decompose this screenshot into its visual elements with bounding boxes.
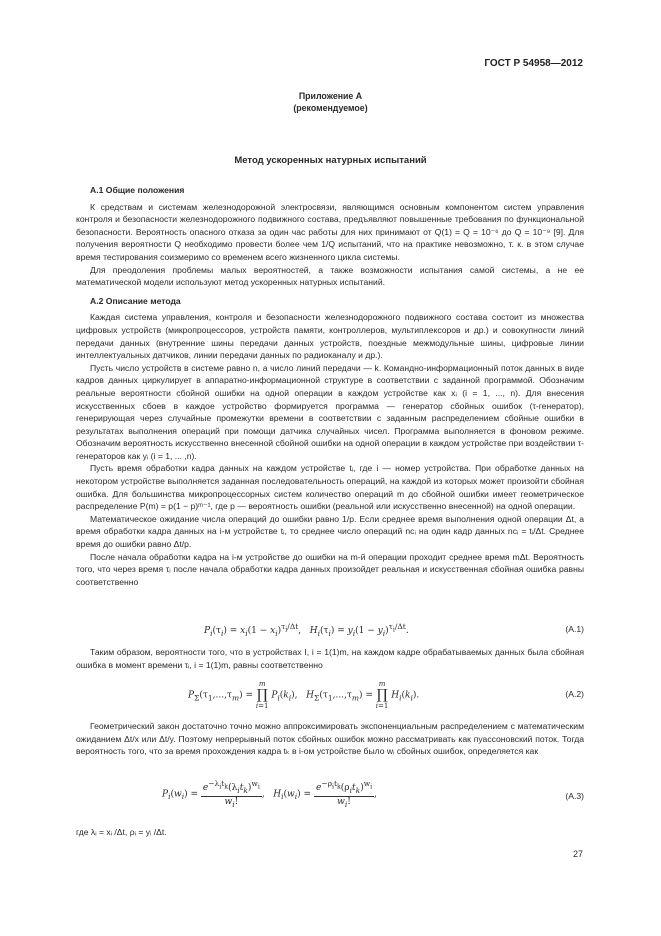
appendix-heading	[0, 90, 661, 114]
formula-a2-expression: $P_\Sigma(\tau_1,...,\tau_m) = m$ ∏ i=1 $P_i(k_i)$, $H_\Sigma(\tau_1,...,\tau_m) = m$ ∏ i=1 $H_i(k_i)$.	[188, 680, 420, 710]
paragraph: Таким образом, вероятности того, что в устройствах I, i = 1(1)m, на каждом кадре обрабатываемых данных была сбойная ошибка в момент времени τᵢ, i = 1(1)m, равны соответственно	[76, 647, 584, 670]
paragraph: К средствам и системам железнодорожной электросвязи, являющимся основным компонентом систем управления контроля и безопасности железнодорожного подвижного состава, предъявляют повышенные требования по функциональной безопасности. Вероятность опасного отказа за один час работы для них принимают от Q(1) = Q = 10⁻⁶ до Q = 10⁻⁹ [9]. Для получения вероятности Q необходимо провести более чем 1/Q испытаний, что на практике невозможно, т. к. в этом случае время тестирования соизмеримо со временем всего жизненного цикла системы.	[76, 201, 584, 262]
text-after-a1	[76, 646, 584, 671]
page-number: 27	[572, 849, 583, 859]
formula-a1-number: (А.1)	[565, 624, 584, 634]
formula-a3-number: (А.3)	[565, 791, 584, 801]
text-where	[76, 826, 584, 839]
formula-a1-expression: $P_i(\tau_i) = x_i(1 - x_i)^{\tau_i/\Delta t}$, $H_i(\tau_i) = y_i(1 - y_i)^{\tau_i/\Delta t}$.	[204, 622, 409, 638]
paragraph: Геометрический закон достаточно точно можно аппроксимировать экспоненциальным распределением с математическим ожиданием Δt/x или Δt/y. Поэтому непрерывный поток сбойных ошибок можно рассматривать как пуассоновский поток. Тогда вероятность того, что за время прохождения кадра tₖ в i-ом устройстве было wᵢ сбойных ошибок, определяется как	[76, 721, 584, 757]
document-code: ГОСТ Р 54958—2012	[484, 58, 583, 69]
text-after-a2	[76, 720, 584, 758]
appendix-note: (рекомендуемое)	[293, 103, 368, 113]
formula-a2-number: (А.2)	[565, 689, 584, 699]
paragraph: Каждая система управления, контроля и безопасности железнодорожного подвижного состава состоит из множества цифровых устройств (микропроцессоров, устройств памяти, контроллеров, мультиплексоров и др.) и совокупности линий передачи данных (внутренние шины передачи данных устройств, поездные межмодульные шины, цифровые линии интеллектуальных датчиков, линии передачи данных по радиоканалу и др.).	[76, 312, 584, 361]
method-title: Метод ускоренных натурных испытаний	[234, 155, 427, 166]
paragraph: Пусть время обработки кадра данных на каждом устройстве tᵢ, где i — номер устройства. При обработке данных на некотором устройстве выполняется заданная последовательность операций, на каждой из которых может произойти сбойная ошибка. Для большинства микропроцессорных систем количество операций m до сбойной ошибки имеет геометрическое распределение P(m) = p(1 − p)ᵐ⁻¹, где p — вероятность ошибки (реальной или искусственно внесенной) на одной операции.	[76, 463, 584, 512]
paragraph: Математическое ожидание числа операций до ошибки равно 1/p. Если среднее время выполнения одной операции Δt, а время обработки кадра данных на i-м устройстве tᵢ, то среднее число операций nᴄᵢ на один кадр данных nᴄᵢ = tᵢ/Δt. Среднее время до ошибки равно Δt/p.	[76, 513, 584, 550]
formula-a3	[76, 776, 584, 816]
formula-a2	[76, 676, 584, 714]
section-a1	[76, 184, 584, 588]
paragraph: Для преодоления проблемы малых вероятностей, а также возможности испытания самой системы, а не ее математической модели используют метод ускоренных натурных испытаний.	[76, 264, 584, 288]
section-a2-heading: А.2 Описание метода	[90, 295, 181, 306]
paragraph: где λᵢ = xᵢ /Δt, ρᵢ = yᵢ /Δt.	[76, 827, 167, 837]
appendix-title: Приложение А	[298, 91, 363, 101]
formula-a1	[76, 619, 584, 649]
section-a1-heading: А.1 Общие положения	[90, 185, 185, 195]
paragraph: После начала обработки кадра на i-м устройстве до ошибки на m-й операции проходит среднее время mΔt. Вероятность того, что через время τᵢ после начала обработки кадра данных произойдет реальная и искусственная сбойная ошибка равны соответственно	[76, 551, 584, 587]
paragraph: Пусть число устройств в системе равно n, а число линий передачи — k. Командно-информационный поток данных в виде кадров данных циркулирует в аппаратно-информационной структуре в соответствии с заданной программой. Обозначим реальные вероятности сбойной ошибки на одной операции в каждом устройстве как xᵢ (i = 1, ..., n). Для внесения искусственных сбоев в каждое устройство формируется программа — генератор сбойных ошибок (τ-генератор), генерирующая через случайные промежутки времени в соответствии с заданным распределением сбойные ошибки в результатах выполнения операций при помощи датчика случайных чисел. Программа выполняется в фоновом режиме. Обозначим вероятность искусственно внесенной сбойной ошибки на одной операции в каждом устройстве при воздействии τ-генераторов как yᵢ (i = 1, ... ,n).	[76, 362, 584, 461]
formula-a3-expression: $P_i(w_i)$ = $\frac{e^{-\lambda_it_k}(\lambda_it_k)^{w_i}}{w_i!}$ , $H_i(w_i)$ = $\frac{e^{-\rho_it_k}(\rho_it_k)^{w_i}}{w_i!}$ ,	[162, 779, 377, 809]
